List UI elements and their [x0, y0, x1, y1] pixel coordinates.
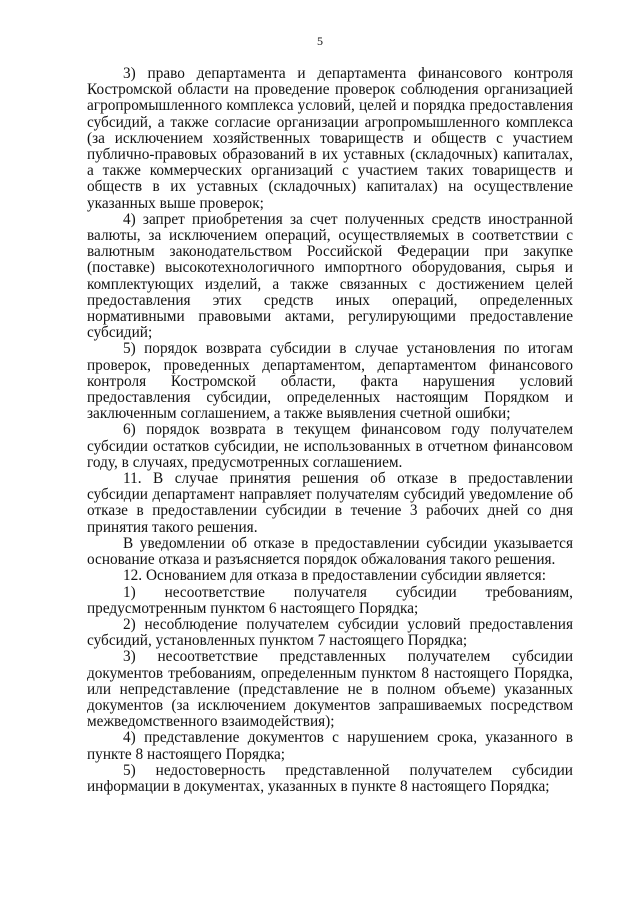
paragraph-item-5: 5) порядок возврата субсидии в случае установления по итогам проверок, проведенных департаментом, департаментом финансового контроля Костромской области, факта нарушения условий предоставления субсидии, определенных настоящим Порядком и заключенным соглашением, а также выявления счетной ошибки;	[87, 340, 573, 423]
paragraph-ground-4: 4) представление документов с нарушением срока, указанного в пункте 8 настоящего Порядка;	[87, 729, 573, 763]
paragraph-clause-12: 12. Основанием для отказа в предоставлении субсидии является:	[123, 567, 546, 585]
paragraph-item-6: 6) порядок возврата в текущем финансовом году получателем субсидии остатков субсидии, не использованных в отчетном финансовом году, в случаях, предусмотренных соглашением.	[87, 421, 573, 471]
document-body	[87, 66, 573, 795]
paragraph-refusal-notice: В уведомлении об отказе в предоставлении субсидии указывается основание отказа и разъясняется порядок обжалования такого решения.	[87, 534, 573, 569]
paragraph-ground-1: 1) несоответствие получателя субсидии требованиям, предусмотренным пунктом 6 настоящего Порядка;	[87, 583, 573, 617]
paragraph-clause-11: 11. В случае принятия решения об отказе в предоставлении субсидии департамент направляет получателям субсидий уведомление об отказе в предоставлении субсидии в течение 3 рабочих дней со дня принятия такого решения.	[87, 470, 573, 536]
paragraph-ground-2: 2) несоблюдение получателем субсидии условий предоставления субсидий, установленных пунктом 7 настоящего Порядка;	[87, 615, 573, 650]
page-number: 5	[317, 34, 323, 48]
paragraph-ground-5: 5) недостоверность представленной получателем субсидии информации в документах, указанных в пункте 8 настоящего Порядка;	[87, 761, 573, 795]
paragraph-ground-3: 3) несоответствие представленных получателем субсидии документов требованиям, определенным пунктом 8 настоящего Порядка, или непредставление (представление не в полном объеме) указанных документов (за исключением документов запрашиваемых посредством межведомственного взаимодействия);	[87, 648, 573, 731]
paragraph-item-4: 4) запрет приобретения за счет полученных средств иностранной валюты, за исключением операций, осуществляемых в соответствии с валютным законодательством Российской Федерации при закупке (поставке) высокотехнологичного импортного оборудования, сырья и комплектующих изделий, а также связанных с достижением целей предоставления этих средств иных операций, определенных нормативными правовыми актами, регулирующими предоставление субсидий;	[87, 210, 573, 342]
paragraph-item-3: 3) право департамента и департамента финансового контроля Костромской области на проведение проверок соблюдения организацией агропромышленного комплекса условий, целей и порядка предоставления субсидий, а также согласие организации агропромышленного комплекса (за исключением хозяйственных товариществ и обществ с участием публично-правовых образований в их уставных (складочных) капиталах, а также коммерческих организаций с участием таких товариществ и обществ в их уставных (складочных) капиталах) на осуществление указанных выше проверок;	[87, 65, 573, 212]
